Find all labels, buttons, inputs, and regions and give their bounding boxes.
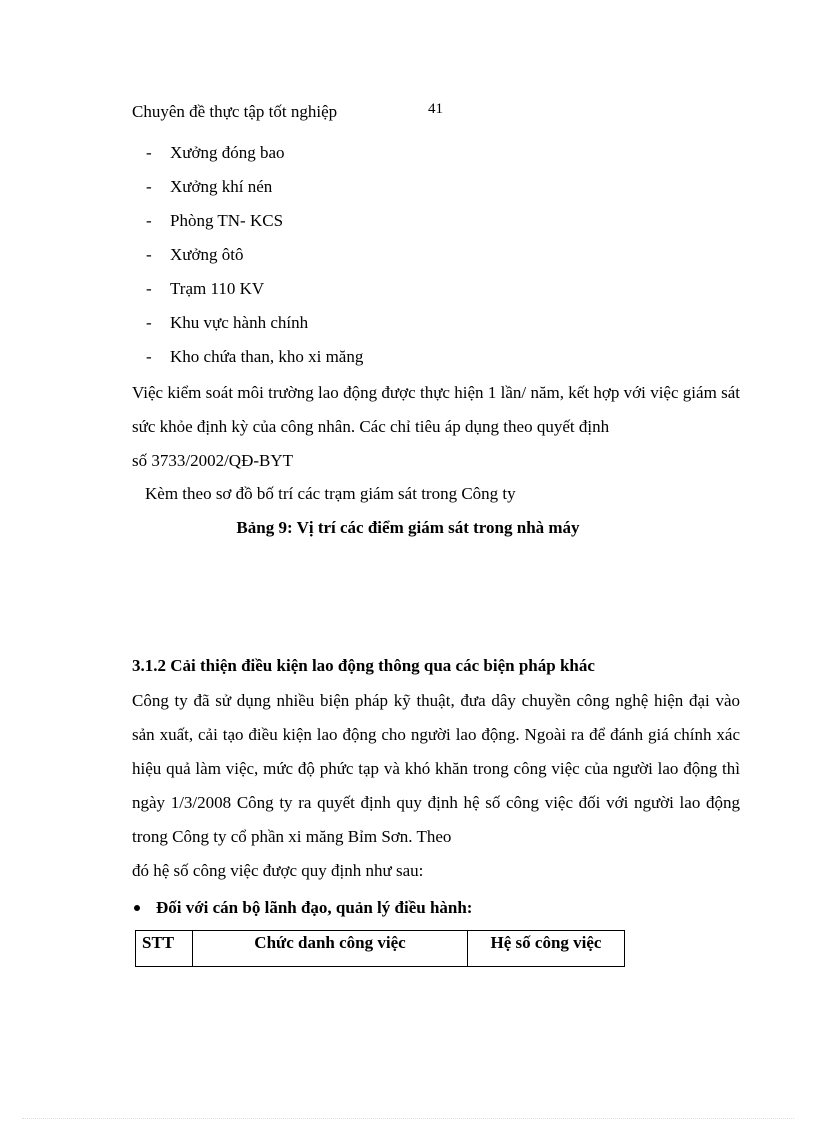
monitoring-paragraph bbox=[132, 376, 740, 478]
section-body-last-line: đó hệ số công việc được quy định như sau: bbox=[132, 861, 424, 880]
table-header-cell: STT bbox=[136, 931, 193, 967]
list-item bbox=[146, 175, 363, 209]
table-header-cell: Chức danh công việc bbox=[193, 931, 468, 967]
header-title: Chuyên đề thực tập tốt nghiệp bbox=[132, 102, 338, 121]
dash-marker: - bbox=[146, 143, 152, 162]
list-item-text: Kho chứa than, kho xi măng bbox=[170, 347, 364, 366]
dash-marker: - bbox=[146, 279, 152, 298]
dash-marker: - bbox=[146, 347, 152, 366]
list-item-text: Xưởng khí nén bbox=[170, 177, 273, 196]
list-item bbox=[146, 141, 363, 175]
monitoring-location-list bbox=[146, 141, 363, 379]
list-item-text: Xưởng đóng bao bbox=[170, 143, 285, 162]
table-header-cell: Hệ số công việc bbox=[468, 931, 625, 967]
dash-marker: - bbox=[146, 313, 152, 332]
list-item-text: Xưởng ôtô bbox=[170, 245, 244, 264]
dash-marker: - bbox=[146, 245, 152, 264]
list-item-text: Khu vực hành chính bbox=[170, 313, 309, 332]
monitoring-paragraph-text: Việc kiểm soát môi trường lao động được thực hiện 1 lần/ năm, kết hợp với việc giám sát sức khỏe định kỳ của công nhân. Các chỉ tiêu áp dụng theo quyết định bbox=[132, 383, 740, 436]
monitoring-paragraph-last-line: số 3733/2002/QĐ-BYT bbox=[132, 451, 294, 470]
attached-diagram-note: Kèm theo sơ đồ bố trí các trạm giám sát trong Công ty bbox=[145, 484, 516, 503]
dash-marker: - bbox=[146, 211, 152, 230]
dash-marker: - bbox=[146, 177, 152, 196]
list-item-text: Trạm 110 KV bbox=[170, 279, 265, 298]
bullet-dot-icon bbox=[134, 905, 140, 911]
job-coefficient-table bbox=[135, 930, 625, 967]
list-item bbox=[146, 345, 363, 379]
list-item bbox=[146, 311, 363, 345]
bullet-heading-text: Đối với cán bộ lãnh đạo, quản lý điều hành: bbox=[156, 898, 473, 917]
list-item-text: Phòng TN- KCS bbox=[170, 211, 284, 230]
list-item bbox=[146, 277, 363, 311]
page-bottom-edge bbox=[22, 1118, 794, 1119]
section-heading: 3.1.2 Cải thiện điều kiện lao động thông qua các biện pháp khác bbox=[132, 656, 595, 675]
list-item bbox=[146, 209, 363, 243]
section-body bbox=[132, 684, 740, 888]
table-caption: Bảng 9: Vị trí các điểm giám sát trong nhà máy bbox=[236, 518, 580, 537]
table-header-row bbox=[136, 931, 625, 967]
bullet-heading bbox=[132, 898, 472, 918]
list-item bbox=[146, 243, 363, 277]
section-body-text: Công ty đã sử dụng nhiều biện pháp kỹ thuật, đưa dây chuyền công nghệ hiện đại vào sản xuất, cải tạo điều kiện lao động cho người lao động. Ngoài ra để đánh giá chính xác hiệu quả làm việc, mức độ phức tạp và khó khăn trong công việc của người lao động thì ngày 1/3/2008 Công ty ra quyết định quy định hệ số công việc đối với người lao động trong Công ty cổ phần xi măng Bỉm Sơn. Theo bbox=[132, 691, 740, 846]
page-number: 41 bbox=[428, 101, 443, 117]
